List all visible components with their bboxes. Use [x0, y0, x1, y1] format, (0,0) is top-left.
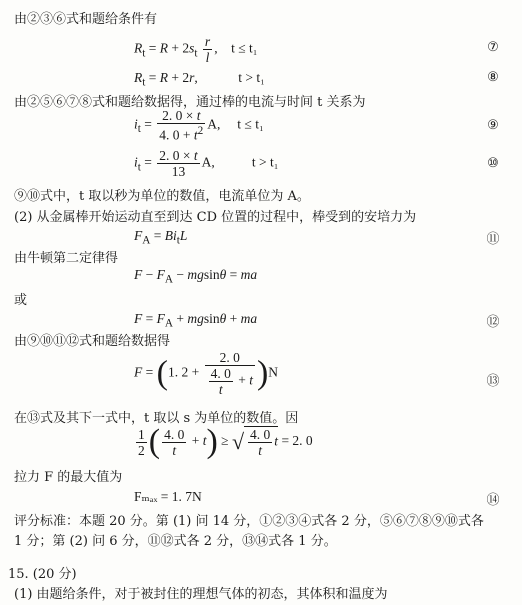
text-line-11: 1 分；第 (2) 问 6 分，⑪⑫式各 2 分，⑬⑭式各 1 分。 — [14, 534, 337, 549]
text-line-2: 由②⑤⑥⑦⑧式和题给数据得，通过棒的电流与时间 t 关系为 — [14, 95, 366, 110]
equation-7: $R_t = R + 2s_t$ $\frac{r}{l}$ , t ≤ t₁ — [134, 34, 258, 65]
text-line-10: 评分标准：本题 20 分。第 (1) 问 14 分，①②③④式各 2 分，⑤⑥⑦⑧⑨⑩式各 — [14, 514, 484, 529]
equation-number-12: ⑫ — [486, 315, 500, 330]
equation-8: $R_t = R + 2r$, t > t₁ — [134, 70, 265, 89]
text-line-13: (1) 由题给条件，对于被封住的理想气体的初态，其体积和温度为 — [14, 587, 388, 602]
text-line-12: 15. (20 分) — [8, 567, 77, 582]
text-line-8: 在⑬式及其下一式中，t 取以 s 为单位的数值。因 — [14, 411, 299, 426]
text-line-3: ⑨⑩式中，t 取以秒为单位的数值，电流单位为 A。 — [14, 189, 310, 204]
equation-13: F = (1. 2 + 2. 0 $\frac{4. 0}{t}$ + t )N — [134, 350, 279, 397]
equation-number-9: ⑨ — [487, 118, 499, 133]
text-line-1: 由②③⑥式和题给条件有 — [14, 12, 158, 27]
equation-10: $i_t$ = $\frac{2. 0 \times t}{13}$ A, t > t₁ — [134, 148, 279, 179]
text-line-4: (2) 从金属棒开始运动直至到达 CD 位置的过程中，棒受到的安培力为 — [14, 210, 417, 225]
equation-number-8: ⑧ — [487, 70, 499, 85]
equation-number-14: ⑭ — [486, 493, 500, 508]
equation-12: $F = F_A + mgsin\theta$ + ma — [134, 311, 258, 330]
equation-number-11: ⑪ — [486, 232, 500, 247]
equation-11: $F_A = Bi_tL$ — [134, 228, 188, 247]
equation-number-7: ⑦ — [487, 40, 499, 55]
text-line-7: 由⑨⑩⑪⑫式和题给数据得 — [14, 334, 171, 349]
equation-number-13: ⑬ — [486, 374, 500, 389]
text-line-6: 或 — [14, 293, 28, 308]
equation-14: Fₘₐₓ = 1. 7N — [134, 489, 202, 504]
equation-newton: $F - F_A - mgsin\theta$ = ma — [134, 267, 258, 286]
text-line-9: 拉力 F 的最大值为 — [14, 470, 123, 485]
equation-number-10: ⑩ — [487, 156, 499, 171]
equation-inequality: $\frac{1}{2}$ ( $\frac{4. 0}{t}$ + t) ≥ √ $\frac{4. 0}{t}$ t = 2. 0 — [138, 423, 313, 460]
text-line-5: 由牛顿第二定律得 — [14, 251, 119, 266]
equation-9: $i_t$ = $\frac{2. 0 \times t}{4. 0 + t^2}$ A, t ≤ t₁ — [134, 108, 264, 143]
